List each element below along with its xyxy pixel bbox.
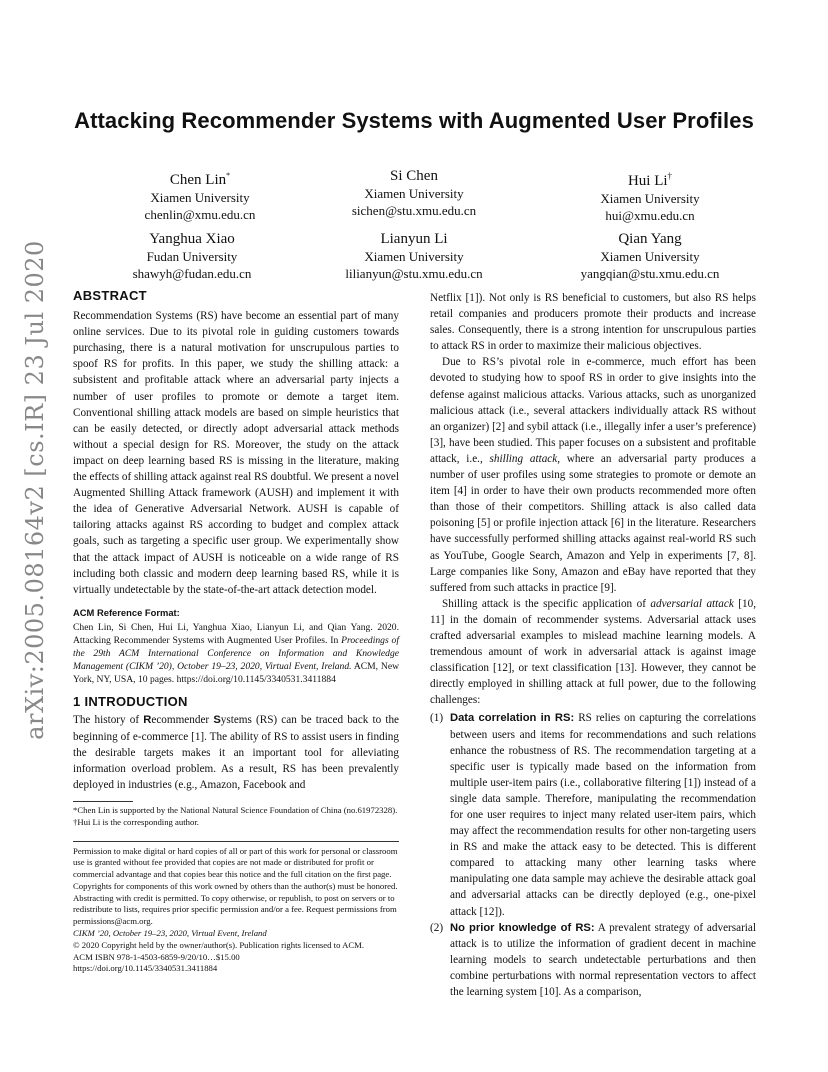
author-name: Hui Li (627, 173, 668, 189)
paper-title: Attacking Recommender Systems with Augmented User Profiles (74, 108, 754, 133)
footnote-rule (73, 801, 133, 802)
author-affiliation: Xiamen University (150, 190, 250, 205)
paragraph: Due to RS’s pivotal role in e-commerce, much effort has been devoted to studying how to spoof RS in order to give insights into the defense against malicious attacks. Various attacks, such as unorganized malicious attack (i.e., several attackers individually attack RS without an organizer) [2] and sybil attack (i.e., illegally infer a user’s preference) [3], have been studied. This paper focuses on a subsistent and profitable attack, i.e., shilling attack, where an adversarial party produces a number of user profiles using some strategies to promote or demote an item [4] in order to have their own products recommended more often than those of their competitors. Shilling attack is also called data poisoning [5] or profile injection attack [6] in the literature. Researchers have successfully performed shilling attacks against real-world RS such as YouTube, Google Search, Amazon and Yelp in experiments [7, 8]. Large companies like Sony, Amazon and eBay have reported that they suffered from such attacks in practice [9]. (430, 356, 756, 594)
author-name: Yanghua Xiao (149, 231, 235, 247)
abstract-heading: ABSTRACT (73, 288, 147, 303)
author-block (304, 229, 524, 282)
author-email: chenlin@xmu.edu.cn (144, 206, 256, 222)
author-name: Qian Yang (618, 231, 682, 247)
author-affiliation: Xiamen University (600, 249, 700, 264)
conference-line: CIKM ’20, October 19–23, 2020, Virtual Event, Ireland (73, 928, 267, 939)
copyright-line: © 2020 Copyright held by the owner/author(s). Publication rights licensed to ACM. (73, 939, 365, 950)
list-item: (1) Data correlation in RS: RS relies on capturing the correlations between users and items for recommendations and such relations enhance the robustness of RS. The recommendation targeting at a specific user is typically made based on the information from multiple user-item pairs (i.e., collaborative filtering [1]) instead of a single data sample. Therefore, manipulating the recommendation for one user requires to inject many related user-item pairs, which may affect the recommendation results for other non-targeting users in RS and make the attack easy to be detected. This is different compared to attacking many other learning tasks where manipulating one data sample may achieve the desirable attack goal and adversarial attacks can be directly deployed (e.g., one-pixel attack [12]). (430, 712, 756, 918)
paragraph: Shilling attack is the specific application of adversarial attack [10, 11] in the domain of recommender systems. Adversarial attack uses crafted adversarial examples to mislead machine learning models. A tremendous amount of work in adversarial attack is against image classification [12], or text classification [13]. However, they cannot be directly employed in shilling attack at full power, due to the following challenges: (430, 597, 756, 707)
footnote: †Hui Li is the corresponding author. (73, 816, 199, 827)
isbn-line: ACM ISBN 978-1-4503-6859-9/20/10…$15.00 (73, 951, 240, 962)
footnote: *Chen Lin is supported by the National Natural Science Foundation of China (no.61972328). (73, 804, 398, 815)
arxiv-stamp: arXiv:2005.08164v2 [cs.IR] 23 Jul 2020 (21, 240, 49, 740)
author-block (82, 229, 302, 282)
author-affiliation: Xiamen University (600, 191, 700, 206)
author-name: Chen Lin (169, 172, 227, 188)
paragraph: Netflix [1]). Not only is RS beneficial to customers, but also RS helps retail companies and producers promote their products and increase sales. Consequently, there is a strong intention for unscrupulous parties to attack RS in order to maximize their malicious objectives. (430, 292, 756, 353)
intro-text: The history of Recommender Systems (RS) can be traced back to the beginning of e-commerce [1]. The ability of RS to assist users in finding the desirable targets makes it an important tool for alleviating information overload problem. As a result, RS has been prevalently deployed in industries (e.g., Amazon, Facebook and (73, 714, 400, 791)
doi-link[interactable]: https://doi.org/10.1145/3340531.3411884 (73, 963, 218, 974)
left-column (73, 288, 399, 975)
author-affiliation: Xiamen University (364, 249, 464, 264)
author-block: Chen Lin* Xiamen University chenlin@xmu.edu.cn (90, 166, 310, 223)
abstract-text: Recommendation Systems (RS) have become an essential part of many online services. Due to its pivotal role in guiding customers towards purchasing, there is a natural motivation for unscrupulous parties to spoof RS for profits. In this paper, we study the shilling attack: a subsistent and profitable attack where an adversarial party injects a number of user profiles to promote or demote a target item. Conventional shilling attack models are based on simple heuristics that can be easily detected, or directly adopt adversarial attack methods without a special design for RS. Moreover, the study on the attack impact on deep learning based RS is missing in the literature, making the effects of shilling attack against real RS doubtful. We present a novel Augmented Shilling Attack framework (AUSH) and implement it with the idea of Generative Adversarial Network. AUSH is capable of tailoring attacks against RS according to budget and complex attack goals, such as targeting a specific user group. We experimentally show that the attack impact of AUSH is noticeable on a wide range of RS including both classic and modern deep learning based RS, while it is virtually undetectable by the state-of-the-art attack detection model. (73, 310, 399, 596)
author-name: Si Chen (390, 168, 438, 184)
author-block (304, 166, 524, 219)
acm-ref-heading: ACM Reference Format: (73, 606, 180, 618)
author-block: Hui Li† Xiamen University hui@xmu.edu.cn (540, 166, 760, 224)
author-email: sichen@stu.xmu.edu.cn (351, 202, 477, 218)
acm-ref-text: Chen Lin, Si Chen, Hui Li, Yanghua Xiao, Lianyun Li, and Qian Yang. 2020. Attacking Recommender Systems with Augmented User Profiles. In Proceedings of the 29th ACM International Conference on Information and Knowledge Management (CIKM ’20), October 19–23, 2020, Virtual Event, Ireland. ACM, New York, NY, USA, 10 pages. https://doi.org/10.1145/3340531.3411884 (73, 621, 400, 686)
author-email: hui@xmu.edu.cn (605, 207, 695, 223)
author-name: Lianyun Li (380, 231, 448, 247)
permission-rule (73, 841, 399, 842)
author-email: lilianyun@stu.xmu.edu.cn (345, 265, 483, 281)
author-email: shawyh@fudan.edu.cn (132, 265, 252, 281)
author-block (540, 229, 760, 282)
intro-heading: 1 INTRODUCTION (73, 694, 188, 710)
author-affiliation: Fudan University (146, 249, 238, 264)
author-email: yangqian@stu.xmu.edu.cn (580, 265, 720, 281)
author-affiliation: Xiamen University (364, 186, 464, 201)
permission-text: Permission to make digital or hard copies of all or part of this work for personal or classroom use is granted without fee provided that copies are not made or distributed for profit or commercial advantage and that copies bear this notice and the full citation on the first page. Copyrights for components of this work owned by others than the author(s) must be honored. Abstracting with credit is permitted. To copy otherwise, or republish, to post on servers or to redistribute to lists, requires prior specific permission and/or a fee. Request permissions from permissions@acm.org. (73, 845, 398, 927)
list-item: (2) No prior knowledge of RS: A prevalent strategy of adversarial attack is to utilize the information of gradient decent in machine learning models to search undetectable perturbations and then combine perturbations with normal representation vectors to affect the learning system [10]. As a comparison, (430, 921, 756, 999)
right-column (430, 290, 756, 1000)
